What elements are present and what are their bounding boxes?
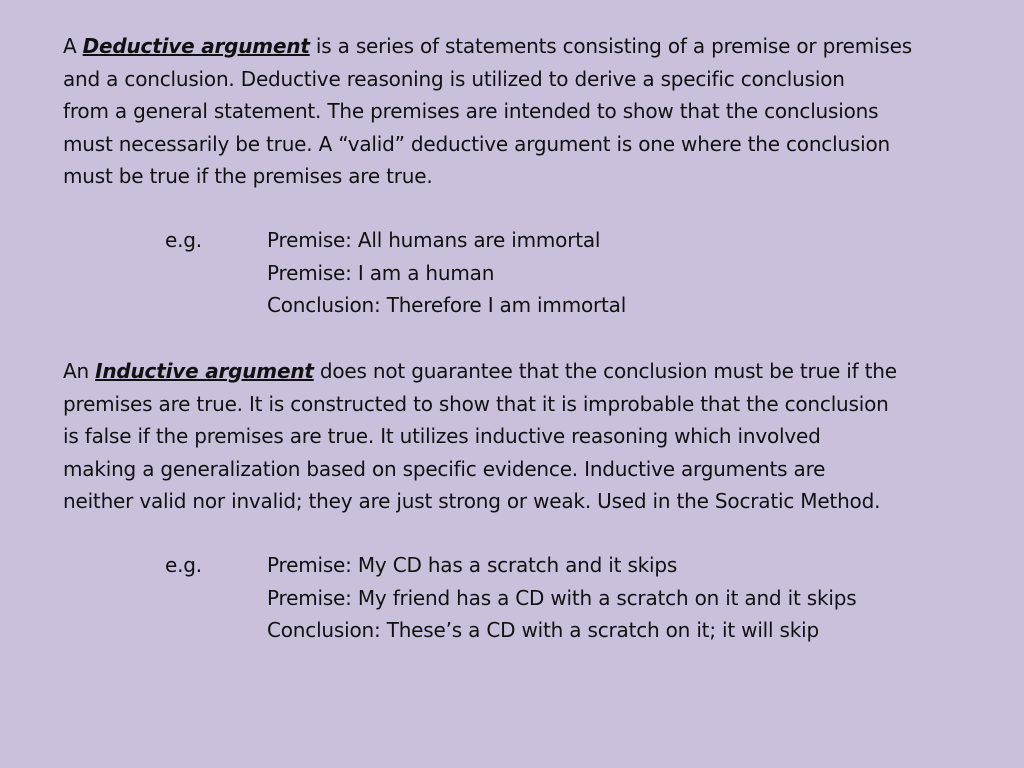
deductive-line-5: must be true if the premises are true. xyxy=(63,164,433,188)
inductive-line-4: making a generalization based on specific evidence. Inductive arguments are xyxy=(63,456,826,481)
deductive-example-row xyxy=(0,224,1024,257)
inductive-paragraph xyxy=(63,355,963,518)
inductive-intro: An xyxy=(63,359,96,383)
deductive-term: Deductive argument xyxy=(82,34,310,58)
inductive-example-row xyxy=(0,614,1024,647)
deductive-example-row xyxy=(0,257,1024,290)
inductive-conclusion: Conclusion: These’s a CD with a scratch on it; it will skip xyxy=(267,618,820,642)
inductive-term: Inductive argument xyxy=(95,359,314,383)
deductive-premise-2: Premise: I am a human xyxy=(267,260,495,285)
deductive-example-row xyxy=(0,289,1024,322)
inductive-example-row xyxy=(0,582,1024,615)
deductive-premise-1: Premise: All humans are immortal xyxy=(267,228,601,252)
deductive-line-4: must necessarily be true. A “valid” deductive argument is one where the conclusion xyxy=(63,131,891,156)
deductive-line-1 xyxy=(63,30,963,63)
deductive-example-label: e.g. xyxy=(165,228,202,252)
inductive-line-3: is false if the premises are true. It utilizes inductive reasoning which involved xyxy=(63,424,821,448)
inductive-example xyxy=(0,549,1024,647)
inductive-example-row xyxy=(0,549,1024,582)
deductive-example xyxy=(0,224,1024,322)
deductive-conclusion: Conclusion: Therefore I am immortal xyxy=(267,293,627,317)
deductive-line-3: from a general statement. The premises are intended to show that the conclusions xyxy=(63,99,879,123)
deductive-line-1-rest: is a series of statements consisting of a premise or premises xyxy=(309,34,912,58)
inductive-example-label: e.g. xyxy=(165,553,202,577)
inductive-premise-2: Premise: My friend has a CD with a scratch on it and it skips xyxy=(267,585,857,610)
deductive-intro: A xyxy=(63,34,83,58)
deductive-line-2: and a conclusion. Deductive reasoning is utilized to derive a specific conclusion xyxy=(63,66,845,91)
deductive-paragraph xyxy=(63,30,963,193)
inductive-line-5: neither valid nor invalid; they are just strong or weak. Used in the Socratic Method. xyxy=(63,489,881,513)
inductive-line-2: premises are true. It is constructed to show that it is improbable that the conclusion xyxy=(63,391,889,416)
inductive-line-1 xyxy=(63,355,963,388)
inductive-line-1-rest: does not guarantee that the conclusion must be true if the xyxy=(313,359,897,383)
inductive-premise-1: Premise: My CD has a scratch and it skips xyxy=(267,553,678,577)
